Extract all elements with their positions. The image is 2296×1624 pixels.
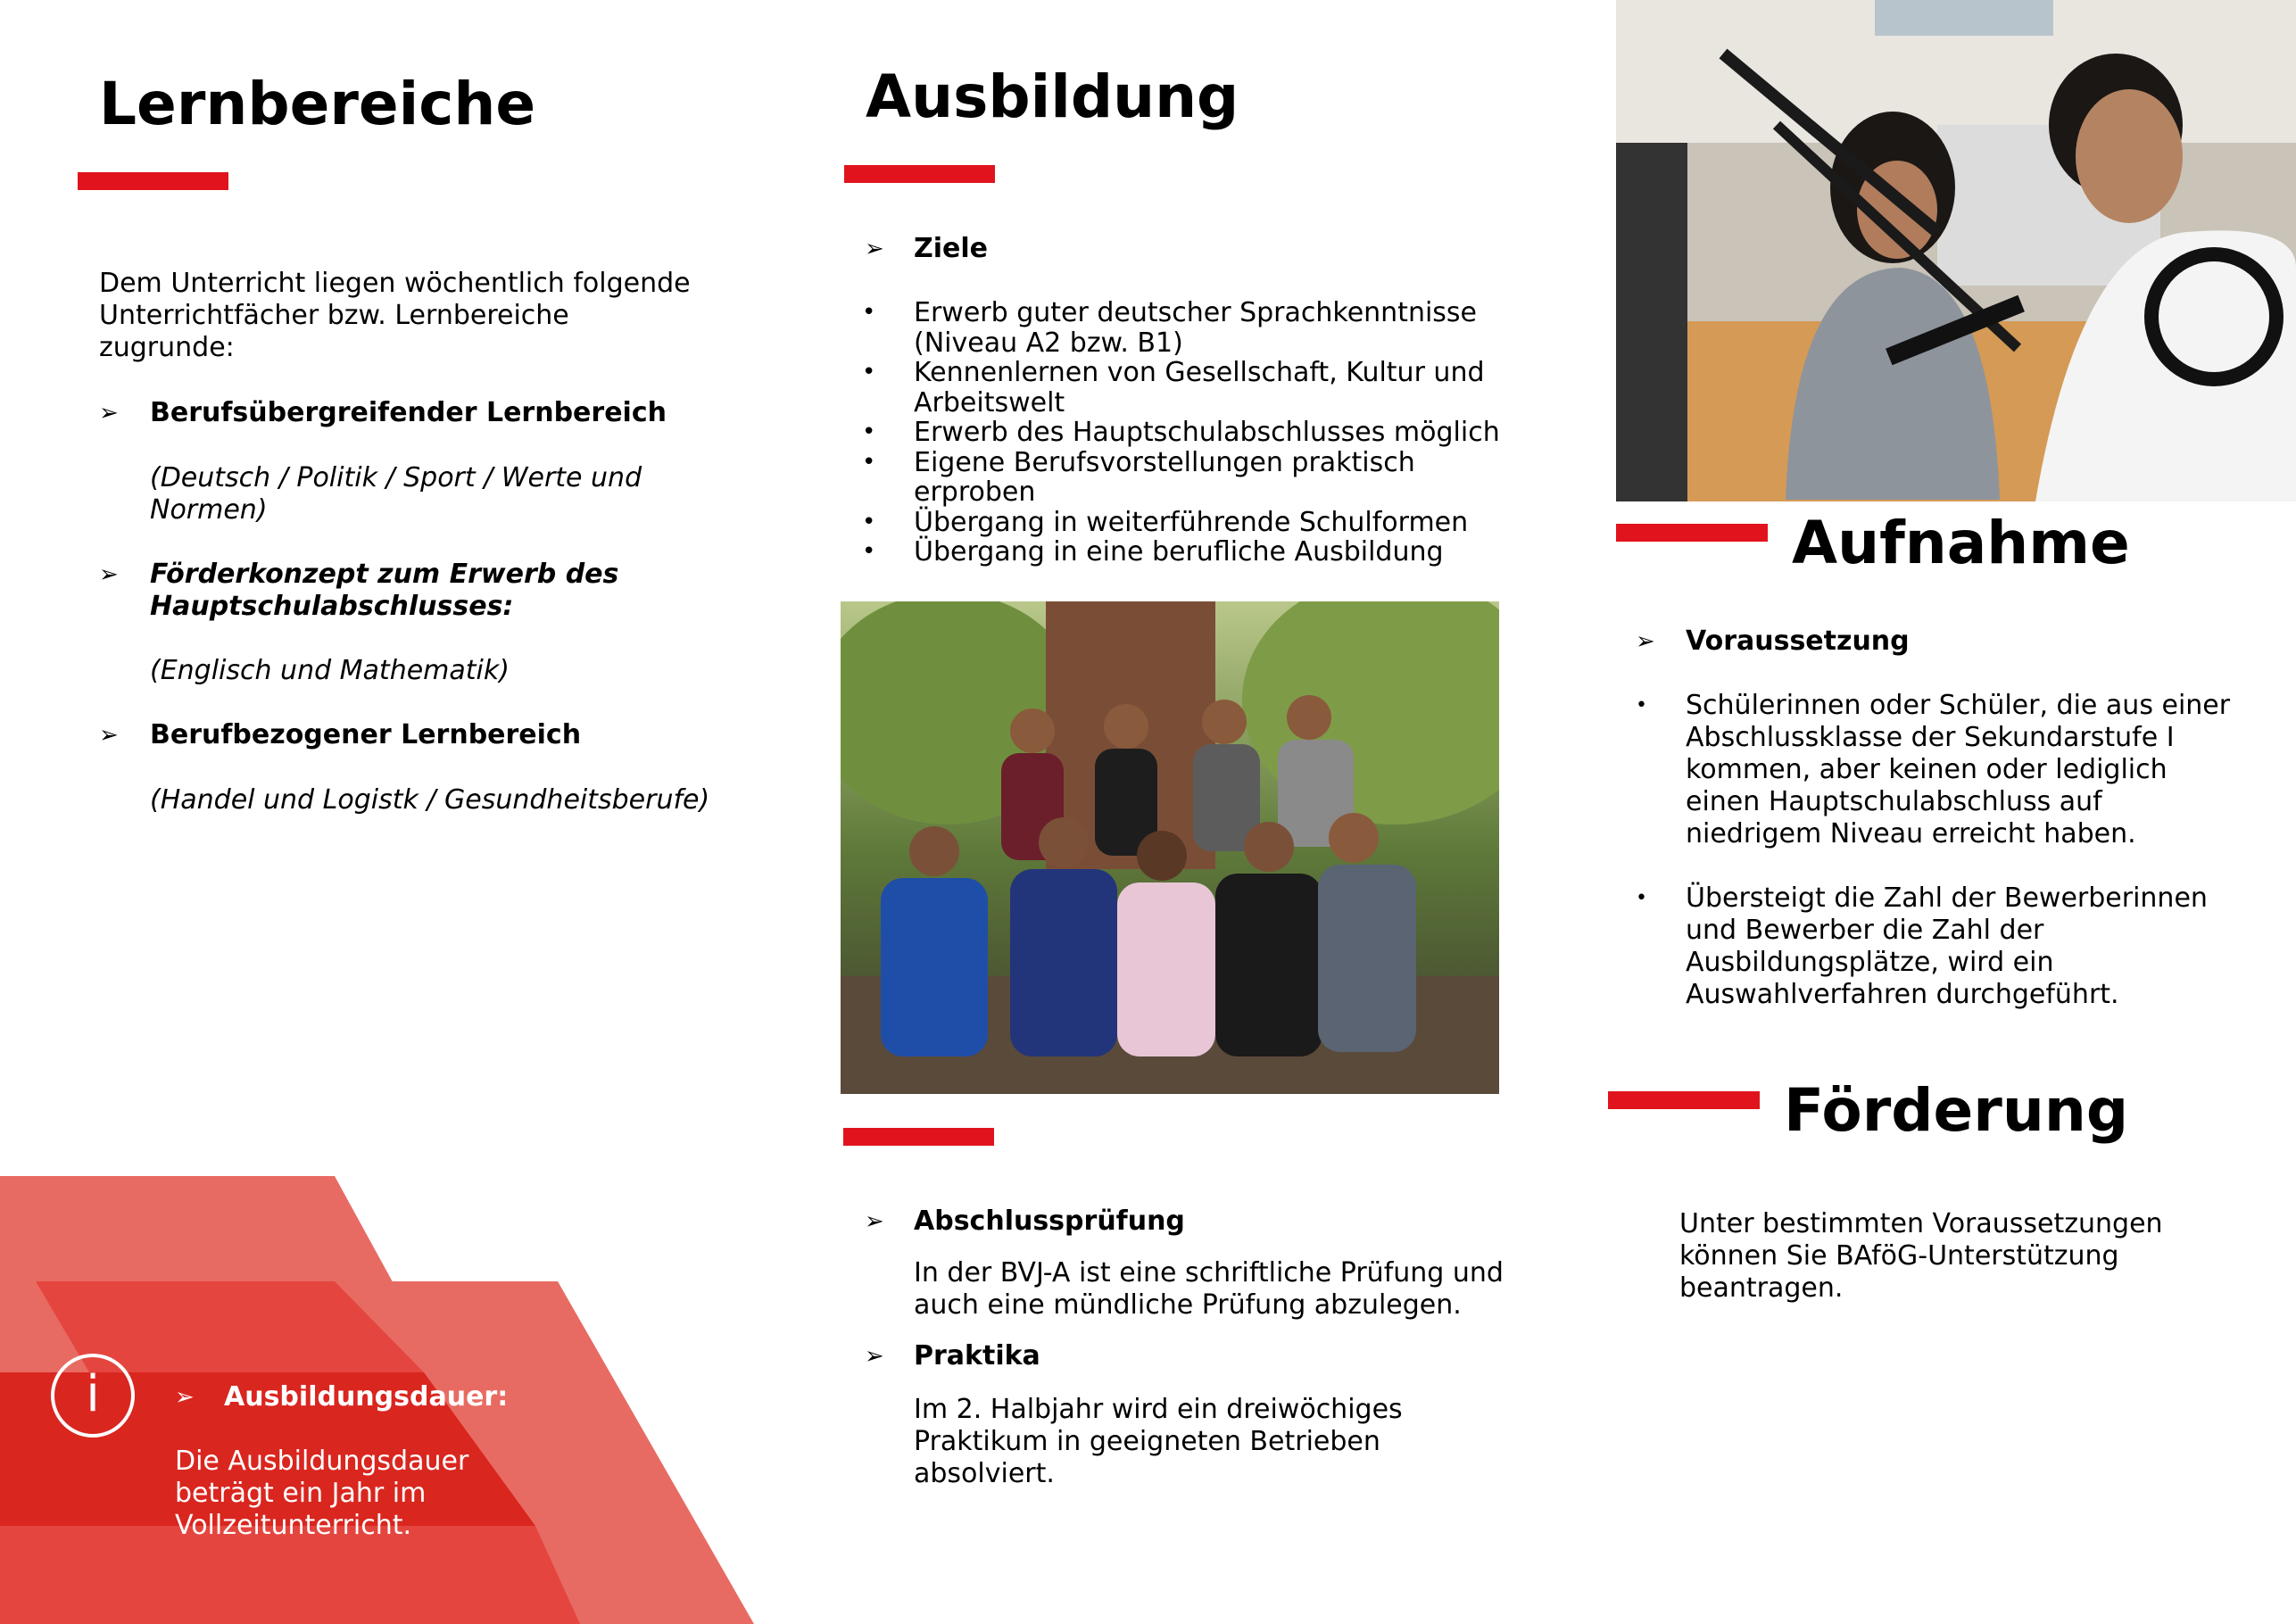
requirement-text: Schülerinnen oder Schüler, die aus einer Abschlussklasse der Sekundarstufe I kommen, aber keinen oder lediglich einen Hauptschulabschluss auf niedrigem Niveau erreicht haben.: [1686, 690, 2231, 849]
item-detail: (Handel und Logistk / Gesundheitsberufe): [150, 784, 710, 816]
list-item: • Erwerb des Hauptschulabschlusses möglich: [862, 418, 1522, 448]
arrow-bullet-icon: ➢: [99, 561, 119, 588]
item-heading: Berufbezogener Lernbereich: [150, 719, 582, 750]
aufnahme-title: Aufnahme: [1792, 509, 2130, 577]
section-divider: [843, 1128, 994, 1146]
requirement-heading: Voraussetzung: [1686, 626, 1910, 657]
goals-list: [862, 298, 1522, 568]
internship-text: Im 2. Halbjahr wird ein dreiwöchiges Praktikum in geeigneten Betrieben absolviert.: [914, 1394, 1403, 1489]
title-underline: [78, 172, 228, 190]
title-underline: [844, 165, 995, 183]
arrow-bullet-icon: ➢: [865, 236, 884, 262]
item-heading: Berufsübergreifender Lernbereich: [150, 397, 667, 428]
bullet-icon: •: [1636, 694, 1647, 717]
group-photo: [841, 601, 1499, 1094]
arrow-bullet-icon: ➢: [865, 1208, 884, 1235]
list-item: • Übergang in eine berufliche Ausbildung: [862, 537, 1522, 568]
arrow-bullet-icon: ➢: [99, 400, 119, 427]
intro-text: Dem Unterricht liegen wöchentlich folgende Unterrichtfächer bzw. Lernbereiche zugrunde:: [99, 268, 691, 363]
list-item: • Eigene Berufsvorstellungen praktisch erproben: [862, 448, 1522, 508]
item-heading: Förderkonzept zum Erwerb des Hauptschulabschlusses:: [150, 559, 619, 622]
item-detail: (Deutsch / Politik / Sport / Werte und Normen): [150, 462, 642, 526]
lernbereiche-title: Lernbereiche: [99, 70, 536, 138]
list-item: • Übergang in weiterführende Schulformen: [862, 508, 1522, 538]
funding-text: Unter bestimmten Voraussetzungen können Sie BAföG-Unterstützung beantragen.: [1679, 1208, 2163, 1304]
goals-heading: Ziele: [914, 233, 989, 264]
arrow-bullet-icon: ➢: [99, 722, 119, 749]
exam-heading: Abschlussprüfung: [914, 1206, 1185, 1237]
arrow-bullet-icon: ➢: [1636, 628, 1655, 655]
internship-heading: Praktika: [914, 1340, 1040, 1371]
list-item: • Kennenlernen von Gesellschaft, Kultur und Arbeitswelt: [862, 358, 1522, 418]
bullet-icon: •: [1636, 887, 1647, 909]
item-detail: (Englisch und Mathematik): [150, 655, 510, 686]
info-heading: Ausbildungsdauer:: [224, 1381, 509, 1413]
ausbildung-title: Ausbildung: [866, 62, 1239, 131]
arrow-bullet-icon: ➢: [175, 1384, 195, 1411]
requirement-text: Übersteigt die Zahl der Bewerberinnen und Bewerber die Zahl der Ausbildungsplätze, wird ein Auswahlverfahren durchgeführt.: [1686, 882, 2208, 1010]
info-text: Die Ausbildungsdauer beträgt ein Jahr im Vollzeitunterricht.: [175, 1446, 469, 1541]
radio-studio-photo: [1616, 0, 2296, 501]
foerderung-title: Förderung: [1784, 1076, 2129, 1145]
title-underline: [1616, 524, 1768, 542]
list-item: • Erwerb guter deutscher Sprachkenntnisse (Niveau A2 bzw. B1): [862, 298, 1522, 358]
info-icon: i: [51, 1354, 135, 1438]
arrow-bullet-icon: ➢: [865, 1343, 884, 1370]
exam-text: In der BVJ-A ist eine schriftliche Prüfung und auch eine mündliche Prüfung abzulegen.: [914, 1257, 1504, 1321]
title-underline: [1608, 1091, 1760, 1109]
